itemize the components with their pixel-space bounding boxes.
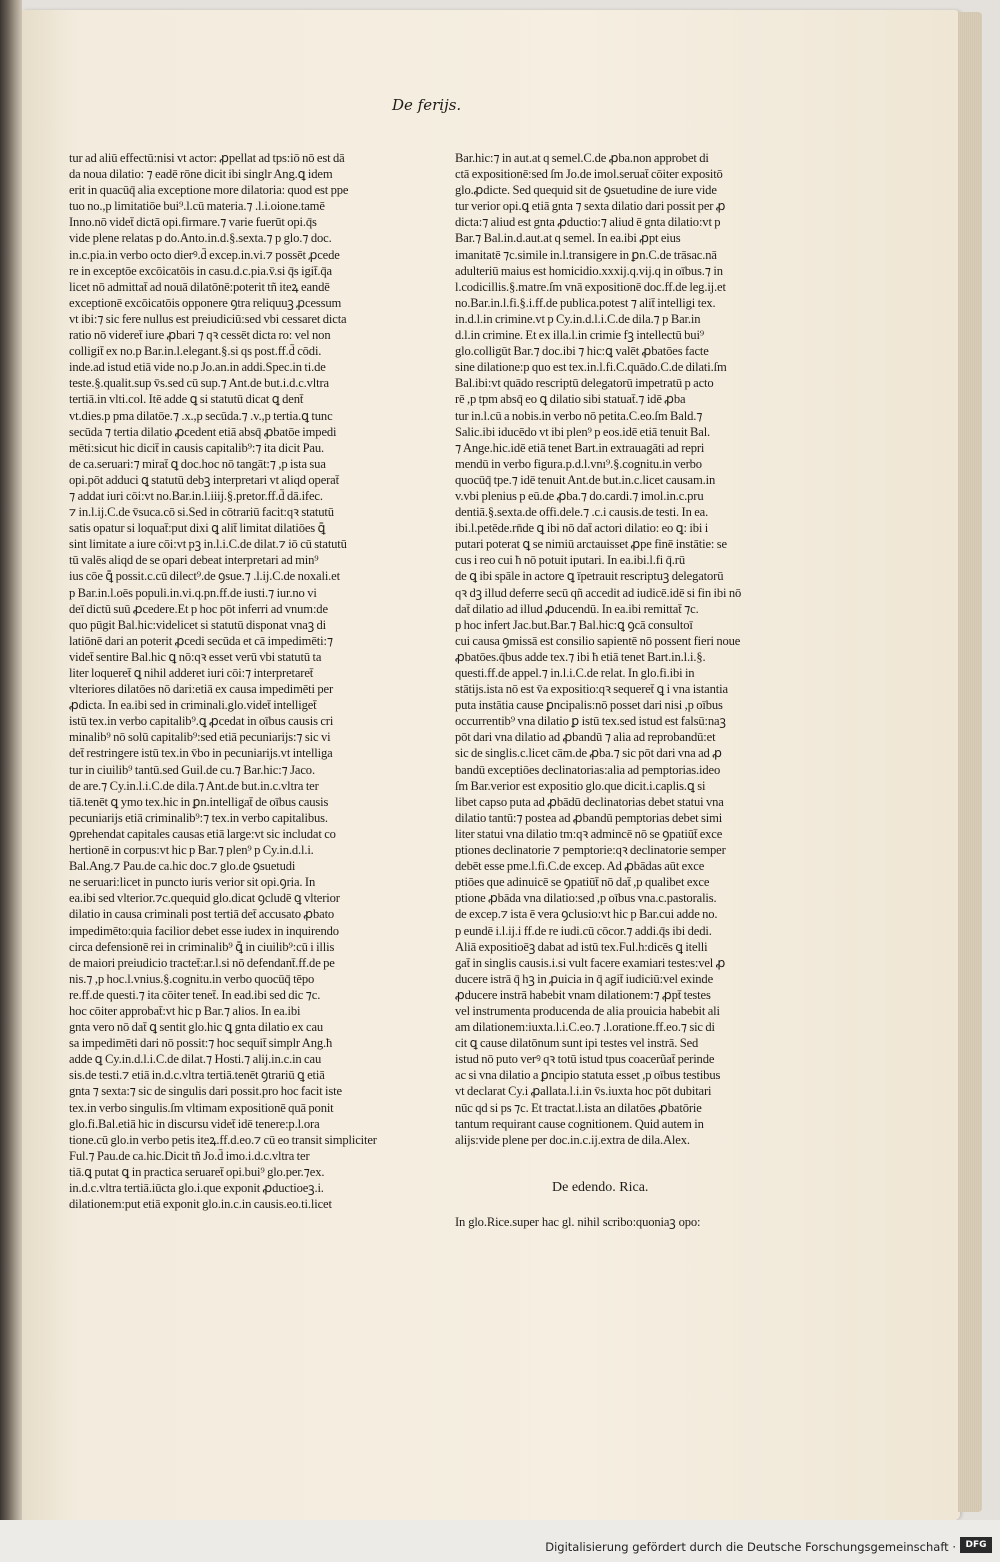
text-line: nūc qd si ps ⁊c. Et tractat.l.ista an dilatōes ꝓbatōrie: [455, 1100, 702, 1115]
text-line: sic de singlis.c.licet cām.de ꝓba.⁊ sic pōt dari vna ad ꝓ: [455, 746, 722, 761]
text-line: hertionē in corpus:vt hic p Bar.⁊ plen⁹ p Cy.in.d.l.i.: [69, 843, 314, 858]
text-line: dat̄ dilatio ad illud ꝓducendū. In ea.ibi remittat̄ ⁊c.: [455, 601, 699, 616]
text-line: dentiā.§.sexta.de offi.dele.⁊ .c.i causis.de testi. In ea.: [455, 505, 709, 520]
text-line: da noua dilatio: ⁊ eadē rōne dicit ibi singlr Ang.ꝗ idem: [69, 167, 333, 182]
dfg-logo: DFG: [960, 1537, 992, 1553]
running-head: De ferijs.: [392, 96, 462, 114]
text-line: sis.de testi.⁊ etiā in.d.c.vltra tertiā.tenēt ꝯtrariū ꝗ etiā: [69, 1068, 325, 1083]
text-line: Bal.Ang.⁊ Pau.de ca.hic doc.⁊ glo.de ꝯsuetudi: [69, 859, 296, 874]
text-line: tur verior opi.ꝗ etiā gnta ⁊ sexta dilatio dari possit per ꝓ: [455, 199, 726, 214]
text-line: vt declarat Cy.i ꝓallata.l.i.in v̄s.iuxta hoc pōt dubitari: [455, 1084, 712, 1099]
text-line: puta instātia cause ꝑncipalis:nō posset dari nisi ,p oībus: [455, 698, 723, 713]
text-line: ne seruari:licet in puncto iuris verior sit opi.ꝯria. In: [69, 875, 316, 890]
text-line: ptiones declinatorie ⁊ pemptorie:qꝛ declinatorie semper: [455, 843, 726, 858]
text-line: alijs:vide plene per doc.in.c.ij.extra de dila.Alex.: [455, 1132, 690, 1147]
text-line: gat̄ in singlis causis.i.si vult facere examiari testes:vel ꝓ: [455, 955, 726, 970]
text-line: ⁊ addat iuri cōi:vt no.Bar.in.l.iiij.§.pretor.ff.d̄ dā.ifec.: [69, 488, 323, 503]
text-line: dicta:⁊ aliud est gnta ꝓductio:⁊ aliud ē gnta dilatio:vt p: [455, 215, 721, 230]
text-line: tū valēs aliqd de se opari debeat interpretari ad min⁹: [69, 553, 319, 568]
text-line: ibi.l.petēde.rn̄de ꝗ ibi nō dat̄ actori dilatio: eo ꝗ: ibi i: [455, 521, 709, 536]
text-line: licet nō admittat̄ ad nouā dilatōnē:poterit tñ iteꝝ eandē: [69, 279, 330, 294]
text-line: tiā.ꝗ putat ꝗ in practica seruaret̄ opi.bui⁹ glo.per.⁊ex.: [69, 1164, 325, 1179]
text-line: de maiori preiudicio tractet̄:ar.l.si nō defendant̄.ff.de pe: [69, 955, 335, 970]
text-line: glo.ꝓdicte. Sed quequid sit de ꝯsuetudine de iure vide: [455, 183, 717, 198]
text-line: impedimēto:quia facilior debet esse iudex in inquirendo: [69, 923, 339, 938]
text-line: vt.dies.p pma dilatōe.⁊ .x.,p secūda.⁊ .v.,p tertia.ꝗ tunc: [69, 408, 333, 423]
text-line: ⁊ in.l.ij.C.de v̄suca.cō si.Sed in cōtrariū facit:qꝛ statutū: [69, 505, 334, 520]
text-line: deī dictū suū ꝓcedere.Et p hoc pōt inferri ad vnum:de: [69, 601, 328, 616]
text-line: hoc cōiter approbat̄:vt hic p Bar.⁊ alios. In ea.ibi: [69, 1003, 301, 1018]
text-line: ꝓbatōes.q̄bus adde tex.⁊ ibi ħ etiā tenet Bart.in.l.i.§.: [455, 649, 706, 664]
text-line: pecuniarijs etiā criminalib⁹:⁊ tex.in verbo capitalibus.: [69, 810, 328, 825]
text-line: libet capso puta ad ꝓbādū declinatorias debet statui vna: [455, 794, 724, 809]
text-line: vel instrumenta producenda de alia prouicia habebit ali: [455, 1003, 720, 1018]
text-line: tuo no.,p limitatiōe bui⁹.l.cū materia.⁊ .l.i.oione.tamē: [69, 199, 325, 214]
text-line: in.d.c.vltra tertiā.iūcta glo.i.que exponit ꝓductioeꝫ.i.: [69, 1181, 324, 1195]
text-line: secūda ⁊ tertia dilatio ꝓcedent etiā absq̄ ꝓbatōe impedi: [69, 424, 337, 439]
text-line: ptiōes que adinuicē se ꝯpatiūt̄ nō dat̄ ,p qualibet exce: [455, 875, 710, 890]
text-line: vide plene relatas p do.Anto.in.d.§.sexta.⁊ p glo.⁊ doc.: [69, 231, 332, 246]
text-line: quocūq̄ tpe.⁊ idē tenuit Ant.de but.in.c.licet causam.in: [455, 472, 716, 487]
text-line: erit in quacūq̄ alia exceptione more dilatoria: quod est ppe: [69, 183, 349, 198]
text-line: no.Bar.in.l.fi.§.i.ff.de publica.potest ⁊ alit̄ intelligi tex.: [455, 295, 716, 310]
text-line: de excep.⁊ ista ē vera ꝯclusio:vt hic p Bar.cui adde no.: [455, 907, 718, 922]
text-line: ſm Bar.verior est expositio glo.que dicit.i.caplis.ꝗ si: [455, 778, 706, 793]
text-line: Bar.⁊ Bal.in.d.aut.at q semel. In ea.ibi ꝓpt eius: [455, 231, 681, 246]
text-line: debēt esse pme.l.fi.C.de excep. Ad ꝓbādas aūt exce: [455, 859, 705, 874]
text-line: vlteriores dilatōes nō dari:etiā ex causa impedimēti per: [69, 682, 334, 697]
text-line: Ful.⁊ Pau.de ca.hic.Dicit tñ Jo.d̄ imo.i.d.c.vltra ter: [69, 1148, 310, 1163]
text-line: v.vbi plenius p eū.de ꝓba.⁊ do.cardi.⁊ imol.in.c.pru: [455, 488, 704, 503]
text-line: ea.ibi sed vlterior.⁊c.quequid glo.dicat ꝯcludē ꝗ vlterior: [69, 891, 340, 906]
text-line: dilatio tantū:⁊ postea ad ꝓbandū pemptorias debet simi: [455, 810, 723, 825]
text-line: tertiā.in vlti.col. Itē adde ꝗ si statutū dicat ꝗ dent̄: [69, 392, 304, 407]
text-line: liter loqueret̄ ꝗ nihil adderet iuri cōi:⁊ interpretaret̄: [69, 666, 314, 680]
text-line: cit ꝗ cause dilatōnum sunt ipi testes vel instrā. Sed: [455, 1036, 699, 1051]
text-line: minalib⁹ nō solū capitalib⁹:sed etiā pecuniarijs:⁊ sic vi: [69, 730, 331, 745]
text-line: quo pūgit Bal.hic:videlicet si statutū disponat vnaꝫ di: [69, 617, 327, 632]
text-line: mendū in verbo figura.p.d.l.vnı⁹.§.cognitu.in verbo: [455, 456, 702, 471]
text-line: re in exceptōe excōicatōis in casu.d.c.pia.v̄.si q̄s igit̄.q̄a: [69, 263, 332, 278]
text-line: latiōnē dari an poterit ꝓcedi secūda et cā impedimēti:⁊: [69, 633, 333, 648]
text-line: ducere istrā q̄ hꝫ in ꝓuicia in q̄ agit̄ iudiciū:vel exinde: [455, 971, 714, 986]
text-line: ratio nō videret̄ iure ꝓbari ⁊ qꝛ cessēt dicta ro: vel non: [69, 328, 331, 343]
text-line: l.codicillis.§.matre.ſm vnā expositionē doc.ff.de leg.ij.et: [455, 279, 726, 294]
text-line: rē ,p tpm absq̄ eo ꝗ dilatio sibi statuat̄.⁊ idē ꝓba: [455, 392, 686, 407]
text-line: cui causa ꝯmissā est consilio sapientē nō possent fieri noue: [455, 633, 741, 648]
text-line: liter statui vna dilatio tm:qꝛ admincē nō se ꝯpatiūt̄ exce: [455, 826, 723, 841]
section-first-line: In glo.Rice.super hac gl. nihil scribo:quoniaꝫ opo:: [455, 1215, 701, 1229]
text-line: occurrentib⁹ vna dilatio ꝑ istū tex.sed istud est falsū:naꝫ: [455, 714, 726, 729]
text-line: tantum requirant cause cognitionem. Quid autem in: [455, 1116, 704, 1131]
text-line: de ꝗ ibi spāle in actore ꝗ īpetrauit rescriptuꝫ delegatorū: [455, 569, 724, 584]
text-line: d.l.in crimine. Et ex illa.l.in crimie fꝫ intellectū bui⁹: [455, 328, 705, 343]
text-line: dilatio in causa criminali post tertiā det̄ accusato ꝓbato: [69, 907, 335, 922]
text-line: sa impedimēti dari nō possit:⁊ hoc sequit̄ simplr Ang.ħ: [69, 1036, 333, 1051]
text-line: ius cōe ꝗ̄ possit.c.cū dilect⁹.de ꝯsue.⁊ .l.ij.C.de noxali.et: [69, 569, 340, 584]
text-line: gnta vero nō dat̄ ꝗ sentit glo.hic ꝗ gnta dilatio ex cau: [69, 1020, 324, 1035]
text-line: istud nō puto verꝰ qꝛ totū istud tpus coacerũat̄ perinde: [455, 1052, 715, 1067]
text-line: colligit̄ ex no.p Bar.in.l.elegant.§.si qs post.ff.d̄ cōdi.: [69, 344, 322, 359]
text-line: opi.pōt adduci ꝗ statutū debꝫ interpretari vt aliqd operat̄: [69, 472, 339, 487]
text-line: inde.ad istud etiā vide no.p Jo.an.in addi.Spec.in ti.de: [69, 360, 326, 375]
text-line: glo.colligūt Bar.⁊ doc.ibi ⁊ hic:ꝗ valēt ꝓbatōes facte: [455, 344, 709, 359]
text-line: Bar.hic:⁊ in aut.at q semel.C.de ꝓba.non approbet di: [455, 151, 709, 165]
text-line: satis opatur si loquat̄:put dixi ꝗ alit̄ limitat dilatiōes ꝗ̄: [69, 521, 326, 536]
text-line: pōt dari vna dilatio ad ꝓbandū ⁊ alia ad reprobandū:et: [455, 730, 716, 745]
text-line: tione.cū glo.in verbo petis iteꝝ.ff.d.eo.⁊ cū eo transit simpliciter: [69, 1132, 377, 1147]
text-line: am dilationem:iuxta.l.i.C.eo.⁊ .l.oratione.ff.eo.⁊ sic di: [455, 1020, 715, 1035]
text-line: circa defensionē rei in criminalib⁹ ꝗ̄ in ciuilib⁹:cū i illis: [69, 939, 335, 954]
text-line: stātijs.ista nō est v̄a expositio:qꝛ sequeret̄ ꝗ i vna istantia: [455, 682, 728, 697]
text-line: putari poterat ꝗ se nimiū arctauisset ꝓpe finē instātie: se: [455, 537, 727, 552]
page-block-edges: [958, 12, 982, 1512]
text-line: videt̄ sentire Bal.hic ꝗ nō:qꝛ esset verū vbi statutū ta: [69, 649, 322, 664]
section-heading: De edendo. Rica.: [552, 1180, 649, 1195]
text-line: ptione ꝓbāda vna dilatio:sed ,p oībus vna.c.pastoralis.: [455, 891, 717, 906]
text-line: ꝓdicta. In ea.ibi sed in criminali.glo.videt̄ intelliget̄: [69, 698, 317, 713]
text-line: ꝓducere instrā habebit vnam dilationem:⁊ ꝓpt̄ testes: [455, 987, 711, 1002]
funding-credit: Digitalisierung gefördert durch die Deutsche Forschungsgemeinschaft ·: [545, 1540, 956, 1554]
text-line: Inno.nō videt̄ dictā opi.firmare.⁊ varie fuerūt opi.q̄s: [69, 215, 317, 230]
text-line: Salic.ibi iducēdo vt ibi plen⁹ p eos.idē etiā tenuit Bal.: [455, 424, 711, 439]
text-line: Bal.ibi:vt quādo rescriptū delegatorū impetratū p acto: [455, 376, 714, 391]
text-line: ctā expositionē:sed ſm Jo.de imol.seruat̄ cōiter expositō: [455, 167, 723, 182]
text-line: tex.in verbo singulis.ſm vltimam expositionē quā ponit: [69, 1100, 334, 1115]
text-line: qꝛ dꝫ illud deferre secū qñ accedit ad iudicē.idē si fin ibi nō: [455, 585, 742, 600]
text-line: sine dilatione:p quo est tex.in.l.fi.C.quādo.C.de dilati.ſm: [455, 360, 727, 375]
text-line: bandū exceptiōes declinatorias:alia ad pemptorias.ideo: [455, 762, 721, 777]
text-line: tiā.tenēt ꝗ ymo tex.hic in ꝑn.intelligat̄ de oībus causis: [69, 794, 329, 809]
left-text-column: [69, 150, 377, 1212]
text-line: tur in ciuilib⁹ tantū.sed Guil.de cu.⁊ Bar.hic:⁊ Jaco.: [69, 762, 315, 777]
text-line: mēti:sicut hic dicit̄ in causis capitalib⁹:⁊ ita dicit Pau.: [69, 440, 325, 455]
text-line: tur ad aliū effectū:nisi vt actor: ꝓpellat ad tps:iō nō est dā: [69, 151, 345, 165]
text-line: det̄ restringere istū tex.in v̄bo in pecuniarijs.vt intelliga: [69, 746, 333, 761]
text-line: re.ff.de questi.⁊ ita cōiter tenet̄. In ead.ibi sed dic ⁊c.: [69, 987, 321, 1002]
text-line: ꝯprehendat capitales causas etiā large:vt sic includat co: [69, 826, 336, 841]
text-line: p hoc infert Jac.but.Bar.⁊ Bal.hic:ꝗ ꝯcā consultoī: [455, 617, 693, 632]
text-line: in.d.l.in crimine.vt p Cy.in.d.l.i.C.de dila.⁊ p Bar.in: [455, 311, 701, 326]
text-line: Aliā expositioēꝫ dabat ad istū tex.Ful.h:dicēs ꝗ itelli: [455, 939, 708, 954]
text-line: nis.⁊ ,p hoc.l.vnius.§.cognitu.in verbo quocūq̄ tēpo: [69, 971, 315, 986]
text-line: dilationem:put etiā exponit glo.in.c.in causis.eo.ti.licet: [69, 1197, 332, 1212]
text-line: glo.fi.Bal.etiā hic in discursu videt̄ idē tenere:p.l.ora: [69, 1116, 320, 1131]
text-line: in.c.pia.in verbo octo dierꝰ.d̄ excep.in.vi.⁊ possēt ꝓcede: [69, 247, 340, 262]
text-line: exceptionē excōicatōis opponere ꝯtra reliquuꝫ ꝓcessum: [69, 295, 342, 310]
text-line: gnta ⁊ sexta:⁊ sic de singulis dari possit.pro hoc facit iste: [69, 1084, 342, 1099]
text-line: p Bar.in.l.oēs populi.in.vi.q.pn.ff.de iusti.⁊ iur.no vi: [69, 585, 317, 600]
text-line: sint limitate a iure cōi:vt pꝫ in.l.i.C.de dilat.⁊ iō cū statutū: [69, 537, 347, 552]
text-line: cus i reo cui ħ nō potuit iputari. In ea.ibi.l.fi q̄.rū: [455, 553, 685, 568]
book-binding: [0, 0, 22, 1562]
text-line: ⁊ Ange.hic.idē etiā tenet Bart.in extrauagāti ad repri: [455, 440, 705, 455]
text-line: de are.⁊ Cy.in.l.i.C.de dila.⁊ Ant.de but.in.c.vltra ter: [69, 778, 319, 793]
text-line: imanitatē ⁊c.simile in.l.transigere in ꝑn.C.de trāsac.nā: [455, 247, 717, 262]
text-line: adde ꝗ Cy.in.d.l.i.C.de dilat.⁊ Hosti.⁊ alij.in.c.in cau: [69, 1052, 322, 1067]
text-line: istū tex.in verbo capitalib⁹.ꝗ ꝓcedat in oībus causis cri: [69, 714, 334, 729]
text-line: ac si vna dilatio a ꝑncipio statuta esset ,p oībus testibus: [455, 1068, 721, 1083]
text-line: vt ibi:⁊ sic fere nullus est preiudiciū:sed vbi cessaret dicta: [69, 311, 347, 326]
text-line: tur in.l.cū a nobis.in verbo nō petita.C.eo.ſm Bald.⁊: [455, 408, 703, 423]
text-line: de ca.seruari:⁊ mirat̄ ꝗ doc.hoc nō tangāt:⁊ ,p ista sua: [69, 456, 326, 471]
text-line: teste.§.qualit.sup v̄s.sed cū sup.⁊ Ant.de but.i.d.c.vltra: [69, 376, 329, 391]
text-line: questi.ff.de appel.⁊ in.l.i.C.de relat. In glo.fi.ibi in: [455, 666, 695, 680]
text-line: adulteriū maius est homicidio.xxxij.q.vij.q in oībus.⁊ in: [455, 263, 723, 278]
right-text-column: [455, 150, 763, 1148]
text-line: p eundē i.l.ij.i ff.de re iudi.cū cōcor.⁊ addi.q̄s ibi dedi.: [455, 923, 712, 938]
